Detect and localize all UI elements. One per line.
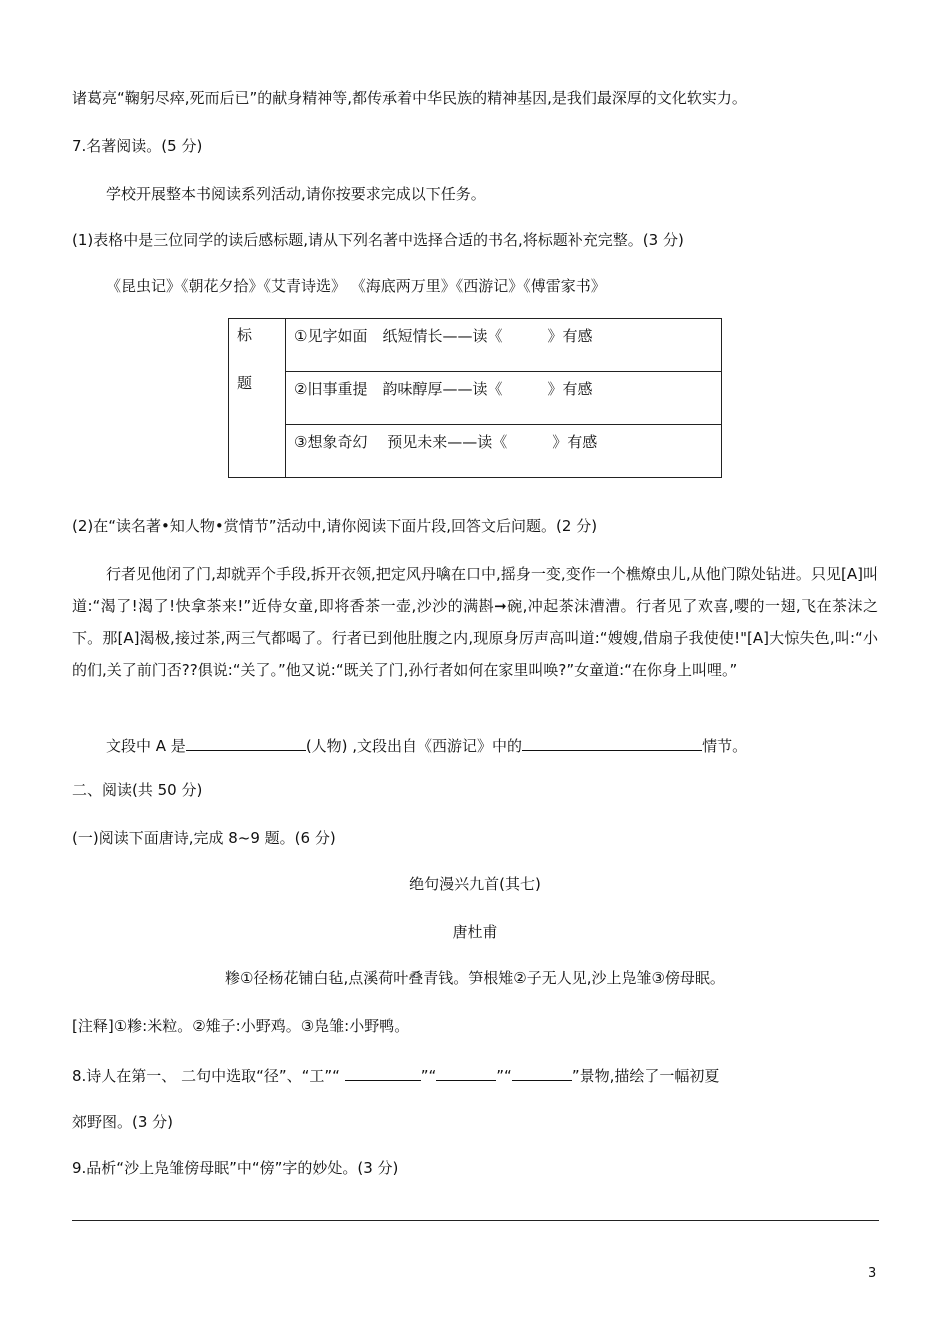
q8-part-d: ”景物,描绘了一幅初夏 [571,1067,720,1085]
section-2-sub: (一)阅读下面唐诗,完成 8~9 题。(6 分) [72,829,336,847]
passage: 行者见他闭了门,却就弄个手段,拆开衣领,把定风丹噙在口中,摇身一变,变作一个樵燎虫儿,从他门隙处钻进。只见[A]叫道:“渴了!渴了!快拿茶来!”近侍女童,即将香茶一壶,沙沙的满斟➞碗,冲起茶沫漕漕。行者见了欢喜,嘤的一翅,飞在茶沫之下。那[A]渴极,接过茶,两三气都喝了。行者已到他肚腹之内,现原身厉声高叫道:“嫂嫂,借扇子我使使!"[A]大惊失色,叫:“小的们,关了前门否??俱说:“关了。”他又说:“既关了门,孙行者如何在家里叫唤?”女童道:“在你身上叫哩。” [72,565,878,679]
poem-title: 绝句漫兴九首(其七) [409,875,541,893]
fill-in-b-label: (人物) ,文段出自《西游记》中的 [305,737,523,755]
poem-author: 唐杜甫 [452,923,498,941]
question-8-line [72,1064,719,1086]
q8-part-b: ”“ [420,1067,437,1085]
question-7-heading: 7.名著阅读。(5 分) [72,137,203,155]
q8-part-c: ”“ [496,1067,512,1085]
answer-blank-scene-1[interactable] [345,1064,421,1081]
question-9: 9.品析“沙上凫雏傍母眠”中“傍”字的妙处。(3 分) [72,1159,399,1177]
table-label-top: 标 [237,326,253,344]
answer-blank-scene-2[interactable] [436,1064,496,1081]
question-7-intro: 学校开展整本书阅读系列活动,请你按要求完成以下任务。 [106,185,486,203]
poem-text: 糁①径杨花铺白毡,点溪荷叶叠青钱。笋根雉②子无人见,沙上凫雏③傍母眠。 [225,969,725,987]
table-row: ②旧事重提 韵味醇厚——读《 》有感 [286,372,722,425]
book-list: 《昆虫记》《朝花夕拾》《艾青诗选》 《海底两万里》《西游记》《傅雷家书》 [106,277,606,295]
fill-in-line [106,734,747,756]
answer-blank-person[interactable] [186,734,306,751]
answer-line[interactable] [72,1220,879,1221]
answer-blank-scene-3[interactable] [512,1064,572,1081]
section-2-heading: 二、阅读(共 50 分) [72,781,203,799]
q8-part-a: 8.诗人在第一、 二句中选取“径”、“工”“ [72,1067,340,1085]
table-row: ①见字如面 纸短情长——读《 》有感 [286,319,722,372]
table-label-bottom: 题 [237,374,253,392]
table-label [229,319,286,478]
title-table [228,318,722,478]
table-row: ③想象奇幻 预见未来——读《 》有感 [286,425,722,478]
question-7-2: (2)在“读名著•知人物•赏情节”活动中,请你阅读下面片段,回答文后问题。(2 分) [72,517,598,535]
question-8-line-2: 郊野图。(3 分) [72,1113,174,1131]
fill-in-c-label: 情节。 [702,737,748,755]
fill-in-a-label: 文段中 A 是 [106,737,186,755]
answer-blank-episode[interactable] [522,734,702,751]
page-number: 3 [868,1266,877,1281]
text-line-1: 诸葛亮“鞠躬尽瘁,死而后已”的献身精神等,都传承着中华民族的精神基因,是我们最深厚的文化软实力。 [72,89,747,107]
question-7-1: (1)表格中是三位同学的读后感标题,请从下列名著中选择合适的书名,将标题补充完整。(3 分) [72,231,684,249]
poem-notes: [注释]①糁:米粒。②雉子:小野鸡。③凫雏:小野鸭。 [72,1017,410,1035]
